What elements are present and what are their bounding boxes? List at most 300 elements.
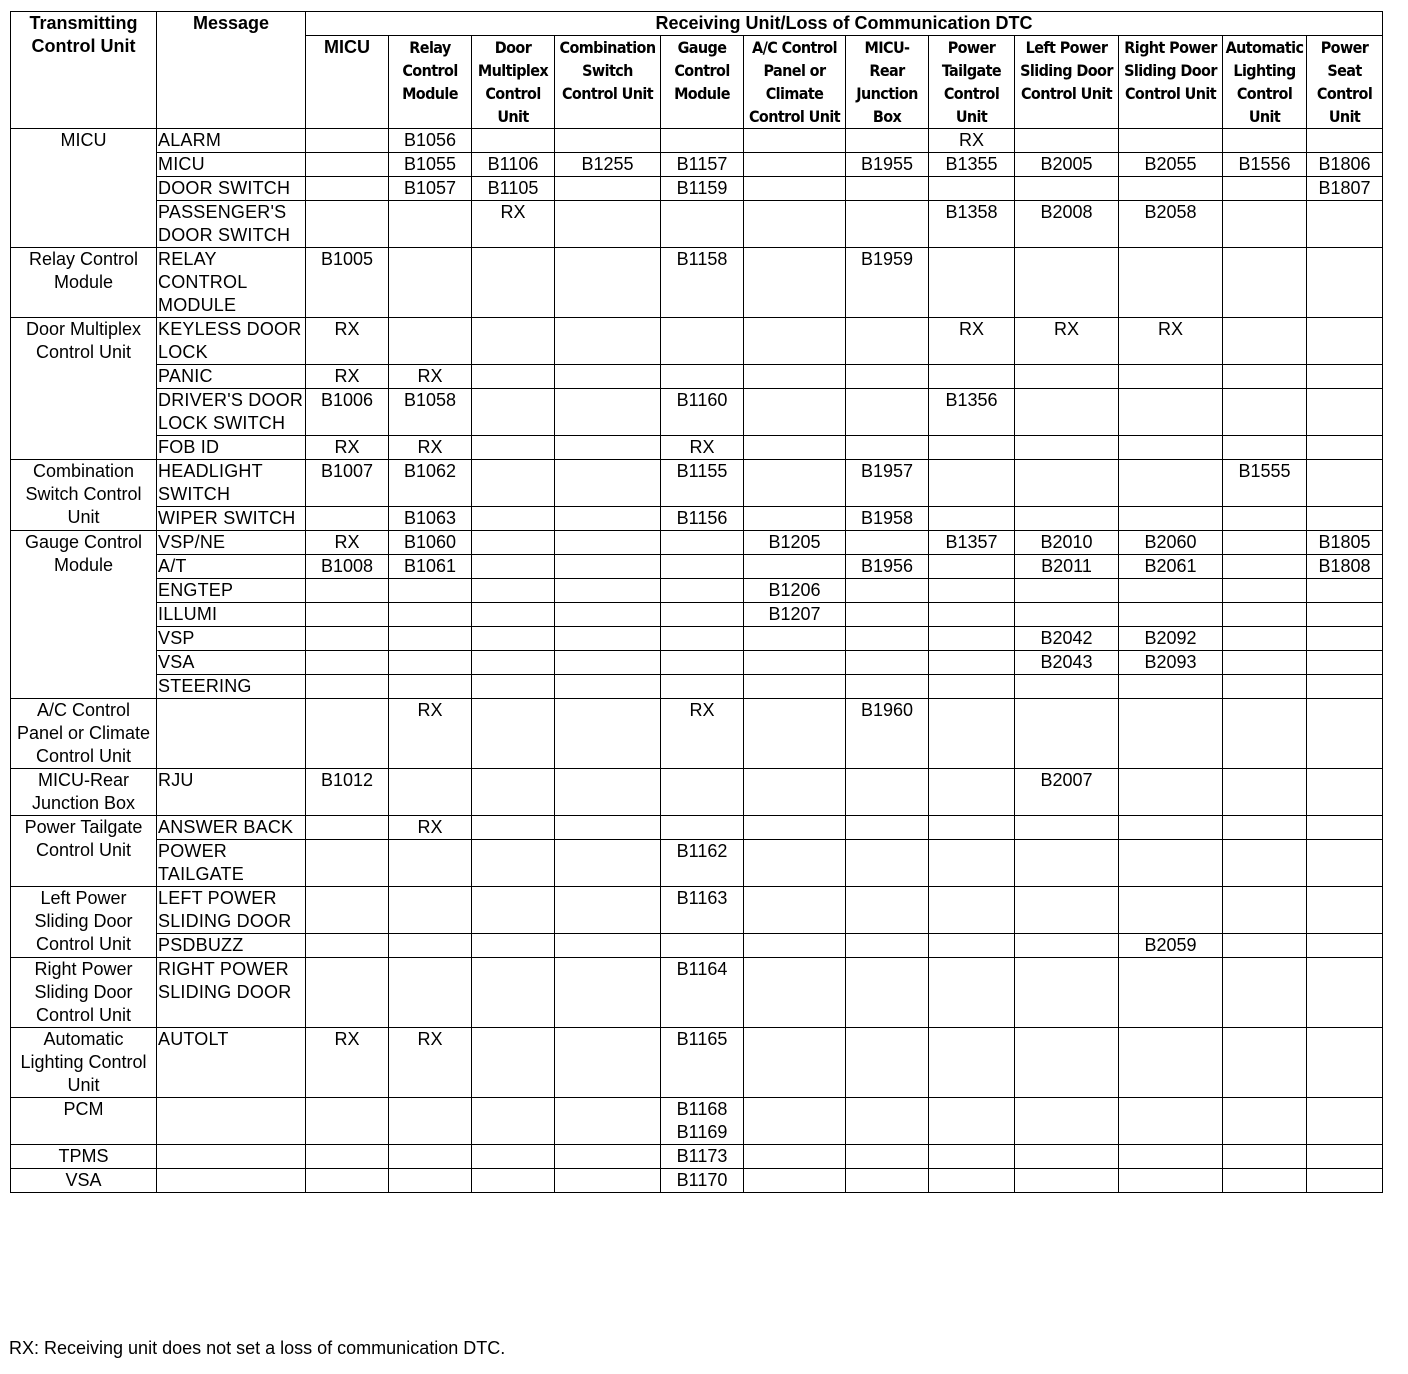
dtc-cell [389, 769, 472, 816]
dtc-cell [661, 603, 744, 627]
dtc-cell [555, 934, 661, 958]
dtc-cell [1119, 436, 1223, 460]
table-row [11, 627, 1383, 651]
dtc-cell [555, 365, 661, 389]
table-row [11, 248, 1383, 318]
dtc-cell [1223, 201, 1307, 248]
table-row [11, 1028, 1383, 1098]
dtc-cell [1223, 958, 1307, 1028]
dtc-cell: B1807 [1307, 177, 1383, 201]
dtc-cell [1015, 816, 1119, 840]
dtc-cell [1307, 769, 1383, 816]
dtc-cell [389, 1098, 472, 1145]
dtc-cell [1307, 651, 1383, 675]
dtc-cell: B1157 [661, 153, 744, 177]
dtc-cell [929, 603, 1015, 627]
message-cell: ALARM [157, 129, 306, 153]
dtc-cell [661, 579, 744, 603]
dtc-cell [1119, 129, 1223, 153]
dtc-cell [1015, 579, 1119, 603]
receiving-unit-header: Power Tailgate Control Unit [929, 36, 1015, 129]
dtc-cell [846, 1145, 929, 1169]
dtc-cell [929, 958, 1015, 1028]
dtc-cell: RX [306, 436, 389, 460]
dtc-cell: B1955 [846, 153, 929, 177]
dtc-cell: B2007 [1015, 769, 1119, 816]
dtc-cell [744, 318, 846, 365]
message-cell: FOB ID [157, 436, 306, 460]
dtc-cell [1223, 627, 1307, 651]
dtc-cell [472, 603, 555, 627]
dtc-cell [661, 651, 744, 675]
dtc-cell: B1007 [306, 460, 389, 507]
dtc-cell [555, 579, 661, 603]
dtc-cell [389, 627, 472, 651]
dtc-cell [846, 531, 929, 555]
dtc-cell [1223, 603, 1307, 627]
dtc-cell [389, 840, 472, 887]
message-cell: POWER TAILGATE [157, 840, 306, 887]
dtc-cell [846, 627, 929, 651]
dtc-cell: RX [389, 365, 472, 389]
dtc-cell: B1005 [306, 248, 389, 318]
transmitting-unit-cell: Right Power Sliding Door Control Unit [11, 958, 157, 1028]
dtc-cell [929, 1098, 1015, 1145]
dtc-cell [555, 699, 661, 769]
dtc-cell [1119, 675, 1223, 699]
dtc-cell: B2058 [1119, 201, 1223, 248]
dtc-cell: B1105 [472, 177, 555, 201]
dtc-cell [306, 675, 389, 699]
message-cell: RIGHT POWER SLIDING DOOR [157, 958, 306, 1028]
dtc-cell [1307, 1098, 1383, 1145]
dtc-cell [555, 460, 661, 507]
dtc-cell [306, 816, 389, 840]
dtc-cell [1223, 1169, 1307, 1193]
transmitting-unit-cell: Gauge Control Module [11, 531, 157, 699]
dtc-cell: B1056 [389, 129, 472, 153]
dtc-cell [744, 934, 846, 958]
dtc-cell [555, 1098, 661, 1145]
dtc-cell [1307, 603, 1383, 627]
dtc-cell [306, 699, 389, 769]
dtc-cell [1307, 201, 1383, 248]
dtc-cell [555, 436, 661, 460]
dtc-cell [661, 531, 744, 555]
dtc-cell [661, 934, 744, 958]
dtc-cell [846, 603, 929, 627]
dtc-cell [1119, 460, 1223, 507]
dtc-cell [555, 627, 661, 651]
table-row [11, 555, 1383, 579]
dtc-table [10, 11, 1383, 1193]
dtc-cell [1119, 389, 1223, 436]
dtc-cell [1223, 1145, 1307, 1169]
dtc-cell [1119, 958, 1223, 1028]
dtc-cell [472, 531, 555, 555]
dtc-cell [661, 129, 744, 153]
message-cell: HEADLIGHT SWITCH [157, 460, 306, 507]
dtc-cell: B1173 [661, 1145, 744, 1169]
table-row [11, 603, 1383, 627]
dtc-cell [389, 201, 472, 248]
dtc-cell [846, 1098, 929, 1145]
table-row [11, 436, 1383, 460]
message-cell: ENGTEP [157, 579, 306, 603]
table-row [11, 389, 1383, 436]
receiving-unit-header: Right Power Sliding Door Control Unit [1119, 36, 1223, 129]
dtc-cell [1307, 460, 1383, 507]
transmitting-unit-cell: TPMS [11, 1145, 157, 1169]
dtc-cell [1307, 389, 1383, 436]
dtc-cell [1223, 248, 1307, 318]
dtc-cell: B1058 [389, 389, 472, 436]
dtc-cell [555, 201, 661, 248]
dtc-cell [472, 248, 555, 318]
dtc-cell: B1158 [661, 248, 744, 318]
table-row [11, 318, 1383, 365]
dtc-cell [1307, 436, 1383, 460]
dtc-cell [389, 887, 472, 934]
dtc-cell [306, 579, 389, 603]
dtc-cell: RX [661, 436, 744, 460]
dtc-cell [1307, 934, 1383, 958]
dtc-cell [846, 934, 929, 958]
dtc-cell [472, 1028, 555, 1098]
transmitting-unit-cell: Automatic Lighting Control Unit [11, 1028, 157, 1098]
dtc-cell [555, 958, 661, 1028]
dtc-cell [744, 177, 846, 201]
table-row [11, 531, 1383, 555]
dtc-cell [846, 201, 929, 248]
table-row [11, 1169, 1383, 1193]
dtc-cell [744, 1145, 846, 1169]
dtc-cell [846, 436, 929, 460]
dtc-cell [846, 1028, 929, 1098]
dtc-cell [1223, 365, 1307, 389]
receiving-unit-header: Automatic Lighting Control Unit [1223, 36, 1307, 129]
dtc-cell [555, 318, 661, 365]
dtc-cell: B1061 [389, 555, 472, 579]
dtc-cell [1015, 1169, 1119, 1193]
dtc-cell: B1357 [929, 531, 1015, 555]
dtc-cell [744, 389, 846, 436]
dtc-cell [846, 365, 929, 389]
dtc-cell [389, 651, 472, 675]
dtc-cell [1307, 129, 1383, 153]
dtc-cell [1015, 699, 1119, 769]
dtc-cell [744, 840, 846, 887]
dtc-cell [1307, 507, 1383, 531]
dtc-cell: B1164 [661, 958, 744, 1028]
message-cell: ANSWER BACK [157, 816, 306, 840]
dtc-cell [929, 177, 1015, 201]
dtc-cell [744, 1169, 846, 1193]
dtc-cell [1223, 840, 1307, 887]
dtc-cell [744, 129, 846, 153]
dtc-cell [1223, 675, 1307, 699]
dtc-cell [1119, 887, 1223, 934]
dtc-cell [472, 1145, 555, 1169]
dtc-cell [389, 1145, 472, 1169]
dtc-cell [555, 1028, 661, 1098]
table-row [11, 201, 1383, 248]
dtc-cell: B1057 [389, 177, 472, 201]
message-cell: WIPER SWITCH [157, 507, 306, 531]
dtc-cell [1119, 248, 1223, 318]
dtc-cell [555, 675, 661, 699]
dtc-cell: B1012 [306, 769, 389, 816]
dtc-cell [744, 675, 846, 699]
dtc-cell [929, 365, 1015, 389]
dtc-cell [555, 129, 661, 153]
dtc-cell [929, 934, 1015, 958]
table-row [11, 460, 1383, 507]
transmitting-unit-cell: Combination Switch Control Unit [11, 460, 157, 531]
dtc-cell [1307, 579, 1383, 603]
dtc-cell [1119, 816, 1223, 840]
dtc-cell [1307, 675, 1383, 699]
dtc-cell: B1555 [1223, 460, 1307, 507]
dtc-cell: B1358 [929, 201, 1015, 248]
dtc-cell [1307, 1169, 1383, 1193]
dtc-cell [1223, 887, 1307, 934]
dtc-cell: B1805 [1307, 531, 1383, 555]
dtc-cell [1223, 129, 1307, 153]
dtc-cell: RX [1119, 318, 1223, 365]
dtc-cell [744, 1098, 846, 1145]
dtc-cell [1015, 365, 1119, 389]
dtc-cell [1119, 1145, 1223, 1169]
dtc-cell [661, 769, 744, 816]
dtc-cell [1119, 603, 1223, 627]
table-row [11, 1098, 1383, 1145]
dtc-cell [472, 579, 555, 603]
message-cell: STEERING [157, 675, 306, 699]
dtc-cell [472, 1098, 555, 1145]
dtc-cell [306, 840, 389, 887]
dtc-cell [306, 201, 389, 248]
dtc-cell [1223, 1098, 1307, 1145]
dtc-cell [472, 816, 555, 840]
transmitting-unit-cell: Power Tailgate Control Unit [11, 816, 157, 887]
dtc-cell [1223, 507, 1307, 531]
dtc-cell [929, 816, 1015, 840]
table-row [11, 699, 1383, 769]
dtc-cell [555, 389, 661, 436]
table-row [11, 507, 1383, 531]
dtc-cell [744, 1028, 846, 1098]
dtc-cell [472, 651, 555, 675]
dtc-cell [846, 1169, 929, 1193]
dtc-cell: B1356 [929, 389, 1015, 436]
transmitting-unit-cell: PCM [11, 1098, 157, 1145]
dtc-cell [1119, 365, 1223, 389]
dtc-cell [1015, 389, 1119, 436]
dtc-cell: B1062 [389, 460, 472, 507]
message-cell: RELAY CONTROL MODULE [157, 248, 306, 318]
dtc-cell [846, 958, 929, 1028]
dtc-cell [389, 675, 472, 699]
dtc-cell [1223, 177, 1307, 201]
dtc-cell [306, 1098, 389, 1145]
dtc-cell [472, 129, 555, 153]
message-cell: VSP [157, 627, 306, 651]
dtc-cell [744, 651, 846, 675]
dtc-cell [389, 1169, 472, 1193]
dtc-cell [389, 579, 472, 603]
dtc-cell [472, 318, 555, 365]
dtc-cell [1015, 177, 1119, 201]
dtc-cell [744, 248, 846, 318]
dtc-cell [472, 769, 555, 816]
dtc-cell [1223, 934, 1307, 958]
table-row [11, 177, 1383, 201]
dtc-cell: B1207 [744, 603, 846, 627]
dtc-cell [1223, 651, 1307, 675]
dtc-cell [1119, 840, 1223, 887]
dtc-cell [929, 887, 1015, 934]
transmitting-unit-cell: Relay Control Module [11, 248, 157, 318]
dtc-cell: B1160 [661, 389, 744, 436]
dtc-cell [1015, 675, 1119, 699]
dtc-cell [306, 177, 389, 201]
dtc-cell [472, 840, 555, 887]
message-cell [157, 1098, 306, 1145]
dtc-cell [1223, 436, 1307, 460]
dtc-cell [555, 816, 661, 840]
dtc-cell: RX [389, 699, 472, 769]
dtc-cell: B1106 [472, 153, 555, 177]
table-row [11, 934, 1383, 958]
dtc-cell: B2092 [1119, 627, 1223, 651]
dtc-cell [744, 699, 846, 769]
dtc-cell: B1806 [1307, 153, 1383, 177]
dtc-cell: B1170 [661, 1169, 744, 1193]
dtc-cell [661, 555, 744, 579]
dtc-cell [846, 769, 929, 816]
dtc-cell [472, 389, 555, 436]
dtc-cell: B2055 [1119, 153, 1223, 177]
dtc-cell: B2005 [1015, 153, 1119, 177]
dtc-cell: B1808 [1307, 555, 1383, 579]
dtc-cell: B1355 [929, 153, 1015, 177]
table-row [11, 769, 1383, 816]
dtc-cell [929, 248, 1015, 318]
message-cell [157, 699, 306, 769]
dtc-cell: B1165 [661, 1028, 744, 1098]
dtc-cell [929, 507, 1015, 531]
dtc-cell [555, 840, 661, 887]
dtc-cell [1223, 555, 1307, 579]
dtc-cell [846, 840, 929, 887]
dtc-cell: B1055 [389, 153, 472, 177]
dtc-cell: B2060 [1119, 531, 1223, 555]
dtc-cell [472, 887, 555, 934]
dtc-cell [555, 531, 661, 555]
dtc-cell [846, 129, 929, 153]
message-cell: KEYLESS DOOR LOCK [157, 318, 306, 365]
dtc-cell [472, 699, 555, 769]
dtc-cell: RX [306, 318, 389, 365]
dtc-cell [1015, 507, 1119, 531]
dtc-cell [555, 555, 661, 579]
dtc-cell [1223, 816, 1307, 840]
dtc-cell [929, 769, 1015, 816]
dtc-cell [846, 579, 929, 603]
dtc-cell [846, 651, 929, 675]
dtc-cell [306, 958, 389, 1028]
dtc-cell: RX [306, 365, 389, 389]
message-header: Message [157, 12, 306, 129]
message-cell: VSA [157, 651, 306, 675]
dtc-cell [1307, 318, 1383, 365]
dtc-cell [389, 603, 472, 627]
dtc-cell [1223, 769, 1307, 816]
dtc-cell [555, 248, 661, 318]
dtc-cell: B1255 [555, 153, 661, 177]
dtc-cell: B1168 B1169 [661, 1098, 744, 1145]
dtc-cell [846, 177, 929, 201]
dtc-cell [744, 460, 846, 507]
dtc-cell [1119, 507, 1223, 531]
dtc-cell [306, 153, 389, 177]
dtc-cell [1307, 958, 1383, 1028]
table-row [11, 365, 1383, 389]
receiving-unit-header: Left Power Sliding Door Control Unit [1015, 36, 1119, 129]
dtc-cell: B1957 [846, 460, 929, 507]
header-row-1 [11, 12, 1383, 36]
dtc-cell [1119, 177, 1223, 201]
receiving-unit-header: Gauge Control Module [661, 36, 744, 129]
dtc-cell [929, 460, 1015, 507]
dtc-cell [929, 1028, 1015, 1098]
message-cell: PASSENGER'S DOOR SWITCH [157, 201, 306, 248]
dtc-cell [846, 887, 929, 934]
dtc-cell [389, 318, 472, 365]
dtc-cell [929, 579, 1015, 603]
receiving-unit-header: Power Seat Control Unit [1307, 36, 1383, 129]
transmitting-unit-cell: A/C Control Panel or Climate Control Unit [11, 699, 157, 769]
dtc-table-body [11, 129, 1383, 1193]
message-cell: VSP/NE [157, 531, 306, 555]
message-cell: DOOR SWITCH [157, 177, 306, 201]
dtc-cell [929, 555, 1015, 579]
dtc-cell [1223, 699, 1307, 769]
transmitting-unit-cell: Door Multiplex Control Unit [11, 318, 157, 460]
dtc-cell [846, 816, 929, 840]
dtc-cell: B2010 [1015, 531, 1119, 555]
dtc-cell [555, 507, 661, 531]
dtc-cell [1119, 579, 1223, 603]
dtc-cell: RX [306, 531, 389, 555]
dtc-cell [744, 958, 846, 1028]
table-row [11, 651, 1383, 675]
dtc-cell [929, 651, 1015, 675]
dtc-cell: B1206 [744, 579, 846, 603]
dtc-cell [846, 389, 929, 436]
dtc-cell [306, 129, 389, 153]
dtc-cell: B1006 [306, 389, 389, 436]
dtc-cell [1015, 436, 1119, 460]
table-row [11, 675, 1383, 699]
dtc-cell [661, 365, 744, 389]
dtc-cell [929, 1169, 1015, 1193]
transmitting-unit-cell: MICU-Rear Junction Box [11, 769, 157, 816]
dtc-cell: B1063 [389, 507, 472, 531]
dtc-cell [929, 436, 1015, 460]
footnote: RX: Receiving unit does not set a loss of communication DTC. [9, 1338, 506, 1358]
